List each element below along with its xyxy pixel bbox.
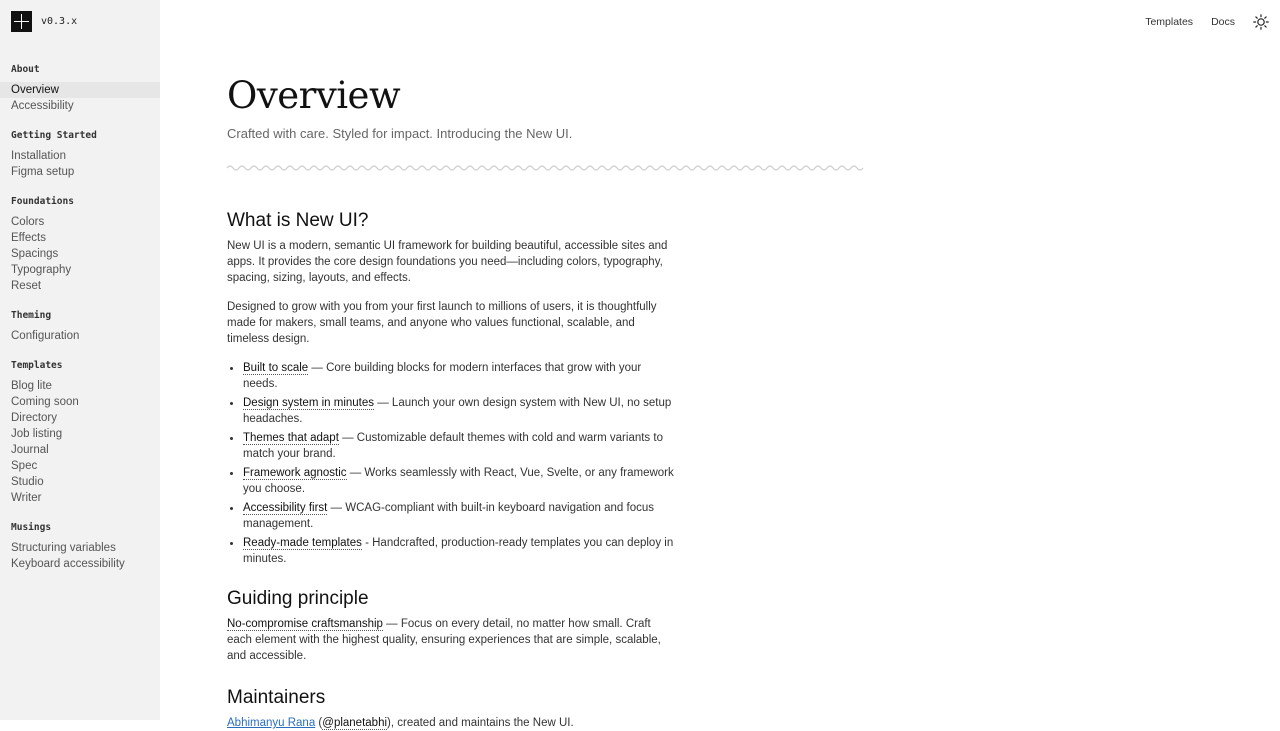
feature-desc: - Handcrafted, production-ready templates you can deploy in minutes.: [243, 537, 674, 565]
sidebar-item-figma-setup[interactable]: Figma setup: [11, 166, 75, 178]
nav-heading: Foundations: [11, 196, 74, 207]
feature-desc: — Works seamlessly with React, Vue, Svelte, or any framework you choose.: [243, 467, 674, 495]
sun-icon[interactable]: [1253, 14, 1269, 30]
feature-term[interactable]: Themes that adapt: [243, 432, 339, 444]
sidebar-item-directory[interactable]: Directory: [11, 412, 58, 424]
sidebar-item-studio[interactable]: Studio: [11, 476, 44, 488]
feature-list-item: [227, 500, 677, 532]
nav-group: [0, 518, 160, 572]
sidebar-item-structuring-variables[interactable]: Structuring variables: [11, 542, 116, 554]
nav-heading: About: [11, 64, 40, 75]
sidebar-item-job-listing[interactable]: Job listing: [11, 428, 63, 440]
sidebar-item-installation[interactable]: Installation: [11, 150, 66, 162]
sidebar-item-reset[interactable]: Reset: [11, 280, 42, 292]
sidebar-item-effects[interactable]: Effects: [11, 232, 46, 244]
nav-group: [0, 306, 160, 344]
principle-desc: — Focus on every detail, no matter how small. Craft each element with the highest quality, ensuring experiences that are simple, scalable, and accessible.: [227, 618, 661, 662]
sidebar-item-overview[interactable]: Overview: [0, 82, 160, 98]
sidebar-item-spacings[interactable]: Spacings: [11, 248, 59, 260]
maintainer-link[interactable]: Abhimanyu Rana: [227, 717, 316, 729]
principle-term[interactable]: No-compromise craftsmanship: [227, 618, 383, 630]
sidebar: [0, 0, 160, 720]
nav-group: [0, 356, 160, 506]
sidebar-nav: [0, 60, 160, 584]
feature-list-item: [227, 535, 677, 567]
version-label: v0.3.x: [41, 16, 78, 27]
feature-list-item: [227, 430, 677, 462]
nav-heading: Templates: [11, 360, 63, 371]
feature-term[interactable]: Framework agnostic: [243, 467, 347, 479]
templates-link[interactable]: Templates: [1145, 16, 1194, 28]
sidebar-item-writer[interactable]: Writer: [11, 492, 42, 504]
nav-group: [0, 126, 160, 180]
brand: [11, 11, 77, 32]
maintainer-paren: (: [315, 717, 323, 729]
page-title: Overview: [227, 74, 401, 117]
sidebar-item-accessibility[interactable]: Accessibility: [11, 100, 74, 112]
nav-heading: Theming: [11, 310, 52, 321]
maintainer-handle[interactable]: @planetabhi: [322, 717, 388, 729]
feature-desc: — Launch your own design system with New UI, no setup headaches.: [243, 397, 672, 425]
docs-link[interactable]: Docs: [1211, 16, 1235, 28]
sidebar-item-coming-soon[interactable]: Coming soon: [11, 396, 79, 408]
plus-logo-icon[interactable]: [11, 11, 32, 32]
feature-list-item: [227, 360, 677, 392]
maintainer-desc: ), created and maintains the New UI.: [387, 717, 574, 729]
principle-paragraph: [227, 616, 677, 664]
section-heading-maintainers: Maintainers: [227, 687, 326, 708]
feature-desc: — Core building blocks for modern interfaces that grow with your needs.: [243, 362, 642, 390]
section-heading-what: What is New UI?: [227, 210, 369, 231]
what-paragraph-1: New UI is a modern, semantic UI framework for building beautiful, accessible sites and apps. It provides the core design foundations you need—including colors, typography, spacing, sizing, layouts, and effects.: [227, 240, 668, 284]
sidebar-item-journal[interactable]: Journal: [11, 444, 49, 456]
section-heading-principle: Guiding principle: [227, 588, 369, 609]
what-paragraph-2: Designed to grow with you from your first launch to millions of users, it is thoughtfully made for makers, small teams, and anyone who values functional, scalable, and timeless design.: [227, 301, 657, 345]
feature-desc: — Customizable default themes with cold and warm variants to match your brand.: [243, 432, 663, 460]
top-nav: [1145, 14, 1269, 30]
feature-term[interactable]: Built to scale: [243, 362, 309, 374]
maintainers-paragraph: [227, 715, 677, 731]
nav-group: [0, 60, 160, 114]
feature-term[interactable]: Accessibility first: [243, 502, 328, 514]
sidebar-item-colors[interactable]: Colors: [11, 216, 45, 228]
feature-desc: — WCAG-compliant with built-in keyboard navigation and focus management.: [243, 502, 654, 530]
sidebar-item-configuration[interactable]: Configuration: [11, 330, 80, 342]
feature-term[interactable]: Design system in minutes: [243, 397, 375, 409]
nav-heading: Getting Started: [11, 130, 97, 141]
sidebar-item-spec[interactable]: Spec: [11, 460, 38, 472]
feature-list: [227, 360, 677, 567]
feature-list-item: [227, 465, 677, 497]
feature-list-item: [227, 395, 677, 427]
sidebar-item-blog-lite[interactable]: Blog lite: [11, 380, 52, 392]
page-subtitle: Crafted with care. Styled for impact. Introducing the New UI.: [227, 126, 573, 141]
nav-group: [0, 192, 160, 294]
nav-heading: Musings: [11, 522, 52, 533]
sidebar-item-typography[interactable]: Typography: [11, 264, 72, 276]
feature-term[interactable]: Ready-made templates: [243, 537, 362, 549]
main-content: [227, 72, 857, 731]
sidebar-item-keyboard-accessibility[interactable]: Keyboard accessibility: [11, 558, 125, 570]
wavy-divider: [227, 163, 857, 173]
